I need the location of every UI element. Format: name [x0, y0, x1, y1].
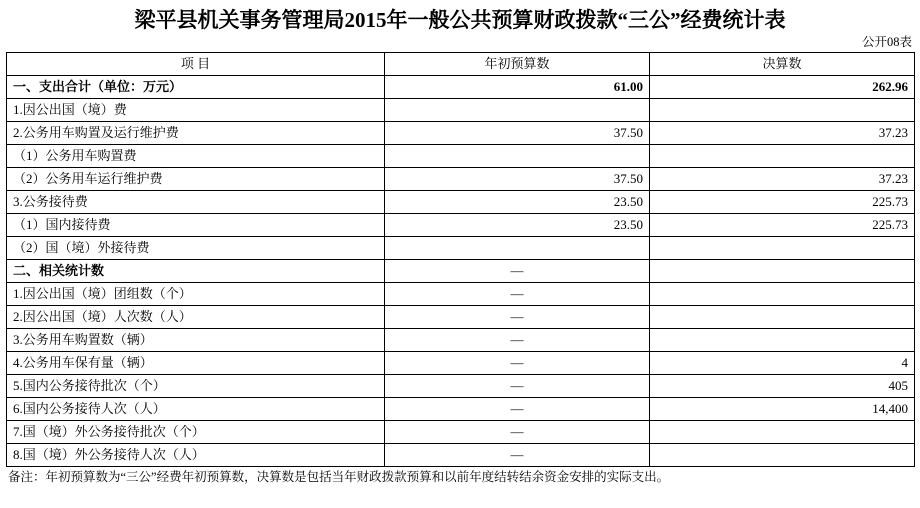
row-final-value: 4 — [650, 351, 915, 374]
row-budget-value: — — [385, 305, 650, 328]
table-row — [7, 75, 915, 98]
table-row — [7, 98, 915, 121]
row-budget-value — [385, 98, 650, 121]
table-body — [7, 75, 915, 466]
row-label: 二、相关统计数 — [7, 259, 385, 282]
row-final-value — [650, 328, 915, 351]
row-budget-value: — — [385, 328, 650, 351]
row-final-value: 225.73 — [650, 190, 915, 213]
column-header-final: 决算数 — [650, 52, 915, 75]
row-final-value — [650, 98, 915, 121]
row-budget-value: — — [385, 259, 650, 282]
row-final-value — [650, 443, 915, 466]
row-label: 1.因公出国（境）费 — [7, 98, 385, 121]
row-final-value — [650, 236, 915, 259]
row-final-value — [650, 259, 915, 282]
row-label: 2.因公出国（境）人次数（人） — [7, 305, 385, 328]
row-final-value: 405 — [650, 374, 915, 397]
row-budget-value: 23.50 — [385, 213, 650, 236]
column-header-item: 项 目 — [7, 52, 385, 75]
row-budget-value: — — [385, 420, 650, 443]
row-label: （1）国内接待费 — [7, 213, 385, 236]
table-row — [7, 328, 915, 351]
table-row — [7, 420, 915, 443]
row-budget-value: 37.50 — [385, 167, 650, 190]
row-label: 3.公务用车购置数（辆） — [7, 328, 385, 351]
row-budget-value: — — [385, 282, 650, 305]
table-row — [7, 374, 915, 397]
table-row — [7, 351, 915, 374]
row-budget-value: — — [385, 351, 650, 374]
row-label: （1）公务用车购置费 — [7, 144, 385, 167]
row-label: 2.公务用车购置及运行维护费 — [7, 121, 385, 144]
row-final-value — [650, 144, 915, 167]
row-label: 3.公务接待费 — [7, 190, 385, 213]
table-row — [7, 121, 915, 144]
row-final-value — [650, 420, 915, 443]
row-budget-value: — — [385, 397, 650, 420]
row-label: （2）公务用车运行维护费 — [7, 167, 385, 190]
row-budget-value: 37.50 — [385, 121, 650, 144]
row-budget-value: 61.00 — [385, 75, 650, 98]
table-row — [7, 167, 915, 190]
table-row — [7, 190, 915, 213]
column-header-budget: 年初预算数 — [385, 52, 650, 75]
table-row — [7, 397, 915, 420]
row-final-value: 37.23 — [650, 121, 915, 144]
table-row — [7, 213, 915, 236]
row-label: 5.国内公务接待批次（个） — [7, 374, 385, 397]
row-budget-value — [385, 144, 650, 167]
row-budget-value: — — [385, 374, 650, 397]
row-final-value — [650, 282, 915, 305]
table-row — [7, 282, 915, 305]
row-label: 1.因公出国（境）团组数（个） — [7, 282, 385, 305]
row-label: 7.国（境）外公务接待批次（个） — [7, 420, 385, 443]
form-code: 公开08表 — [861, 35, 912, 50]
row-budget-value: 23.50 — [385, 190, 650, 213]
row-label: 8.国（境）外公务接待人次（人） — [7, 443, 385, 466]
row-label: 6.国内公务接待人次（人） — [7, 397, 385, 420]
row-final-value: 262.96 — [650, 75, 915, 98]
table-row — [7, 236, 915, 259]
row-final-value: 37.23 — [650, 167, 915, 190]
table-header-row — [7, 52, 915, 75]
table-row — [7, 259, 915, 282]
table-row — [7, 144, 915, 167]
budget-table — [6, 52, 915, 467]
row-final-value — [650, 305, 915, 328]
table-row — [7, 443, 915, 466]
row-budget-value — [385, 236, 650, 259]
page-title: 梁平县机关事务管理局2015年一般公共预算财政拨款“三公”经费统计表 — [134, 8, 786, 32]
row-label: 4.公务用车保有量（辆） — [7, 351, 385, 374]
table-row — [7, 305, 915, 328]
row-label: 一、支出合计（单位：万元） — [7, 75, 385, 98]
row-budget-value: — — [385, 443, 650, 466]
row-final-value: 225.73 — [650, 213, 915, 236]
row-final-value: 14,400 — [650, 397, 915, 420]
row-label: （2）国（境）外接待费 — [7, 236, 385, 259]
footnote: 备注：年初预算数为“三公”经费年初预算数，决算数是包括当年财政拨款预算和以前年度结转结余资金安排的实际支出。 — [8, 469, 670, 484]
